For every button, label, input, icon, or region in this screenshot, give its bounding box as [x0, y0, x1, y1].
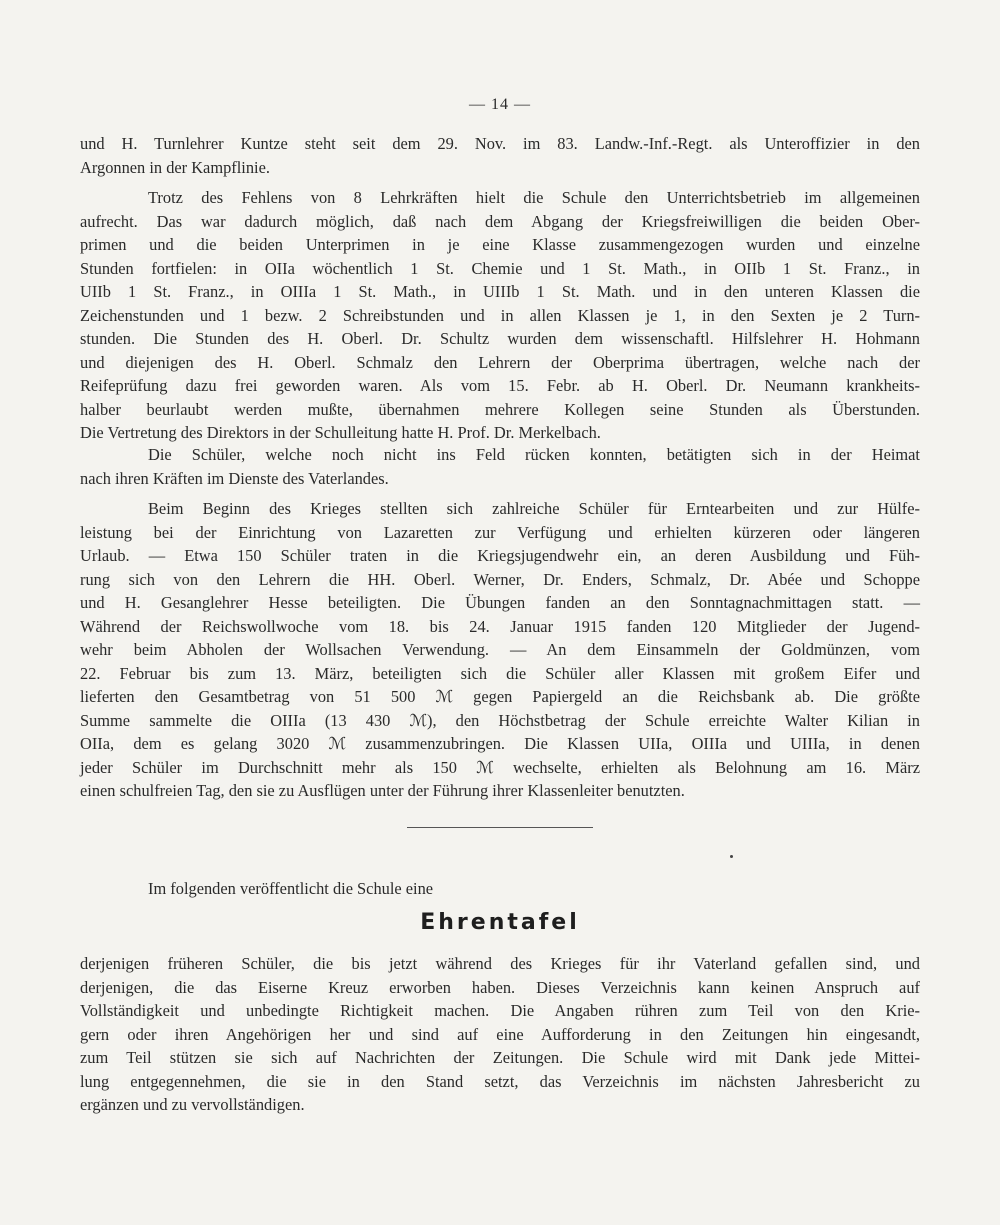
text-line: jeder Schüler im Durchschnitt mehr als 150 ℳ wechselte, erhielten als Belohnung am 16. März: [80, 757, 920, 777]
text-line: Urlaub. — Etwa 150 Schüler traten in die Kriegsjugendwehr ein, an deren Ausbildung und Füh-: [80, 546, 920, 565]
text-line: rung sich von den Lehrern die HH. Oberl. Werner, Dr. Enders, Schmalz, Dr. Abée und Schoppe: [80, 569, 920, 589]
text-line: einen schulfreien Tag, den sie zu Ausflügen unter der Führung ihrer Klassenleiter benutzten.: [80, 781, 685, 800]
paragraph-2: [80, 186, 920, 445]
text-line: OIIa, dem es gelang 3020 ℳ zusammenzubringen. Die Klassen UIIa, OIIIa und UIIIa, in denen: [80, 734, 920, 753]
paragraph-3: [80, 443, 920, 490]
text-line: aufrecht. Das war dadurch möglich, daß nach dem Abgang der Kriegsfreiwilligen die beiden Ober-: [80, 211, 920, 231]
text-line: Die Schüler, welche noch nicht ins Feld rücken konnten, betätigten sich in der Heimat: [148, 445, 920, 464]
text-line: halber beurlaubt werden mußte, übernahmen mehrere Kollegen seine Stunden als Überstunden.: [80, 399, 920, 419]
text-line: und H. Gesanglehrer Hesse beteiligten. Die Übungen fanden an den Sonntagnachmittagen statt. —: [80, 593, 920, 612]
text-line: Die Vertretung des Direktors in der Schulleitung hatte H. Prof. Dr. Merkelbach.: [80, 423, 601, 442]
text-line: Argonnen in der Kampflinie.: [80, 157, 270, 177]
text-line: wehr beim Abholen der Wollsachen Verwendung. — An dem Einsammeln der Goldmünzen, vom: [80, 640, 920, 659]
text-line: derjenigen früheren Schüler, die bis jetzt während des Krieges für ihr Vaterland gefallen sind, und: [80, 954, 920, 973]
ink-dot: [730, 855, 733, 858]
page-number: — 14 —: [469, 96, 531, 113]
paragraph-1: [80, 132, 920, 179]
text-line: Stunden fortfielen: in OIIa wöchentlich 1 St. Chemie und 1 St. Math., in OIIb 1 St. Franz., in: [80, 258, 920, 278]
paragraph-4: [80, 497, 920, 803]
text-line: Zeichenstunden und 1 bezw. 2 Schreibstunden und in allen Klassen je 1, in den Sexten je 2 Turn-: [80, 305, 920, 325]
text-line: nach ihren Kräften im Dienste des Vaterlandes.: [80, 468, 389, 488]
text-line: leistung bei der Einrichtung von Lazaretten zur Verfügung und erhielten kürzeren oder längeren: [80, 522, 920, 542]
section-divider: [407, 827, 593, 828]
paragraph-5: [80, 952, 920, 1117]
text-line: primen und die beiden Unterprimen in je eine Klasse zusammengezogen wurden und einzelne: [80, 235, 920, 254]
text-line: Trotz des Fehlens von 8 Lehrkräften hielt die Schule den Unterrichtsbetrieb im allgemeinen: [148, 188, 920, 207]
text-line: Beim Beginn des Krieges stellten sich zahlreiche Schüler für Erntearbeiten und zur Hülfe-: [148, 499, 920, 518]
text-line: derjenigen, die das Eiserne Kreuz erworben haben. Dieses Verzeichnis kann keinen Anspruch auf: [80, 977, 920, 997]
text-line: lung entgegennehmen, die sie in den Stand setzt, das Verzeichnis im nächsten Jahresbericht zu: [80, 1071, 920, 1091]
text-line: Reifeprüfung dazu frei geworden waren. Als vom 15. Febr. ab H. Oberl. Dr. Neumann krankheits-: [80, 376, 920, 395]
text-line: UIIb 1 St. Franz., in OIIIa 1 St. Math., in UIIIb 1 St. Math. und in den unteren Klassen die: [80, 282, 920, 301]
text-line: stunden. Die Stunden des H. Oberl. Dr. Schultz wurden dem wissenschaftl. Hilfslehrer H. Hohmann: [80, 329, 920, 348]
text-line: lieferten den Gesamtbetrag von 51 500 ℳ gegen Papiergeld an die Reichsbank ab. Die größte: [80, 687, 920, 706]
text-line: ergänzen und zu vervollständigen.: [80, 1095, 305, 1114]
text-line: Vollständigkeit und unbedingte Richtigkeit machen. Die Angaben rühren zum Teil von den Krie-: [80, 1001, 920, 1020]
intro-line: Im folgenden veröffentlicht die Schule eine: [148, 879, 434, 898]
section-heading: Ehrentafel: [420, 910, 580, 935]
text-line: gern oder ihren Angehörigen her und sind auf eine Aufforderung in den Zeitungen hin eingesandt,: [80, 1024, 920, 1044]
text-line: 22. Februar bis zum 13. März, beteiligten sich die Schüler aller Klassen mit großem Eifer und: [80, 663, 920, 683]
text-line: Summe sammelte die OIIIa (13 430 ℳ), den Höchstbetrag der Schule erreichte Walter Kilian in: [80, 710, 920, 730]
text-line: und diejenigen des H. Oberl. Schmalz den Lehrern der Oberprima übertragen, welche nach der: [80, 352, 920, 372]
text-line: Während der Reichswollwoche vom 18. bis 24. Januar 1915 fanden 120 Mitglieder der Jugend-: [80, 616, 920, 636]
text-line: zum Teil stützen sie sich auf Nachrichten der Zeitungen. Die Schule wird mit Dank jede Mittei-: [80, 1048, 920, 1067]
text-line: und H. Turnlehrer Kuntze steht seit dem 29. Nov. im 83. Landw.-Inf.-Regt. als Unteroffizier in den: [80, 134, 920, 153]
